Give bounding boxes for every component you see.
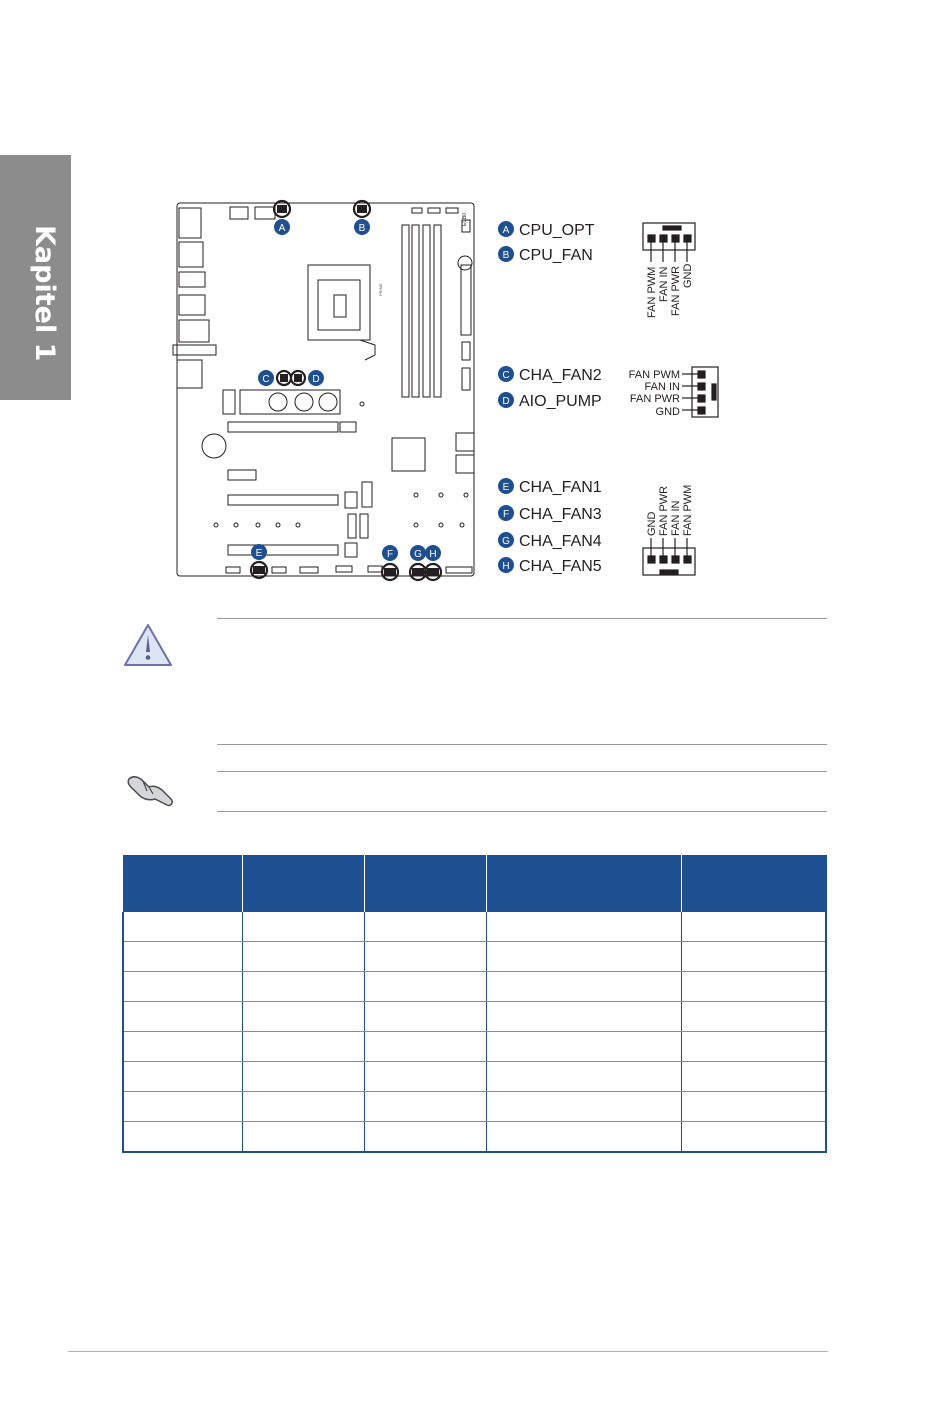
table-cell	[486, 972, 681, 1002]
pinout-cha-bottom	[643, 538, 695, 575]
pin-label-fan-pwm: FAN PWM	[646, 266, 658, 318]
table-cell	[681, 1032, 826, 1062]
table-cell	[364, 972, 486, 1002]
marker-letter: D	[502, 396, 510, 407]
table-cell	[242, 1092, 364, 1122]
note-bottom-rule	[217, 811, 827, 812]
table-cell	[681, 1092, 826, 1122]
table-cell	[242, 942, 364, 972]
board-marking: ECB0	[462, 212, 468, 226]
pin-label-fan-pwr: FAN PWR	[670, 265, 682, 316]
pin-label-fan-pwm: FAN PWM	[628, 369, 680, 381]
marker-letter: B	[358, 223, 366, 234]
motherboard-layout	[173, 203, 474, 576]
table-cell	[681, 1062, 826, 1092]
caution-bottom-rule	[217, 744, 827, 745]
table-header-cell	[486, 855, 681, 912]
table-cell	[364, 912, 486, 942]
table-header-row	[123, 855, 826, 912]
fan-header-table	[122, 855, 827, 1153]
table-cell	[486, 1002, 681, 1032]
pin-label-fan-pwm: FAN PWM	[682, 484, 694, 536]
table-cell	[364, 942, 486, 972]
table-cell	[486, 1092, 681, 1122]
table-cell	[123, 1092, 242, 1122]
table-header-cell	[123, 855, 242, 912]
fan-header-diagram	[0, 0, 950, 620]
legend-header-name: CHA_FAN2	[519, 367, 602, 384]
table-row	[123, 942, 826, 972]
marker-letter: C	[502, 370, 510, 381]
table-cell	[123, 942, 242, 972]
pinout-cha-side	[682, 367, 718, 417]
table-header-cell	[681, 855, 826, 912]
marker-letter: D	[312, 374, 320, 385]
pin-label-fan-in: FAN IN	[658, 266, 670, 302]
table-cell	[123, 1062, 242, 1092]
legend-header-name: CHA_FAN5	[519, 558, 602, 575]
fan-header-legend	[498, 221, 602, 575]
marker-letter: E	[502, 482, 510, 493]
marker-letter: A	[502, 225, 510, 236]
table-cell	[123, 1002, 242, 1032]
table-cell	[486, 1062, 681, 1092]
table-header-cell	[242, 855, 364, 912]
caution-top-rule	[217, 618, 827, 619]
table-cell	[364, 1092, 486, 1122]
table-cell	[486, 942, 681, 972]
marker-letter: C	[262, 374, 270, 385]
legend-header-name: CHA_FAN1	[519, 479, 602, 496]
svg-text:PRIME: PRIME	[378, 283, 383, 296]
caution-triangle-icon	[122, 622, 174, 668]
table-cell	[681, 1122, 826, 1153]
table-cell	[242, 1122, 364, 1153]
table-row	[123, 972, 826, 1002]
pin-label-gnd: GND	[646, 511, 658, 536]
table-header-cell	[364, 855, 486, 912]
table-cell	[123, 912, 242, 942]
table-cell	[364, 1062, 486, 1092]
table-cell	[123, 972, 242, 1002]
table-row	[123, 1002, 826, 1032]
table-row	[123, 1032, 826, 1062]
table-row	[123, 1122, 826, 1153]
table-cell	[242, 1062, 364, 1092]
legend-header-name: CPU_OPT	[519, 222, 595, 239]
table-row	[123, 1092, 826, 1122]
table-cell	[123, 1032, 242, 1062]
marker-letter: G	[414, 549, 422, 560]
table-cell	[123, 1122, 242, 1153]
table-cell	[681, 972, 826, 1002]
table-cell	[681, 1002, 826, 1032]
table-row	[123, 1062, 826, 1092]
marker-letter: F	[386, 549, 394, 560]
marker-letter: E	[255, 548, 263, 559]
pin-label-fan-pwr: FAN PWR	[629, 393, 680, 405]
pin-label-gnd: GND	[682, 263, 694, 288]
table-cell	[364, 1122, 486, 1153]
marker-letter: H	[429, 549, 437, 560]
table-cell	[486, 912, 681, 942]
legend-header-name: AIO_PUMP	[519, 393, 602, 410]
marker-letter: B	[502, 250, 510, 261]
marker-letter: F	[502, 509, 510, 520]
table-cell	[242, 912, 364, 942]
marker-letter: A	[278, 223, 286, 234]
footer-rule	[68, 1351, 828, 1352]
pinout-cpu	[643, 223, 695, 262]
legend-header-name: CPU_FAN	[519, 247, 593, 264]
pointing-hand-icon	[125, 767, 177, 809]
table-cell	[486, 1032, 681, 1062]
table-cell	[364, 1002, 486, 1032]
pin-label-fan-in: FAN IN	[670, 500, 682, 536]
table-cell	[242, 972, 364, 1002]
chapter-tab-label: Kapitel 1	[29, 225, 60, 362]
table-row	[123, 912, 826, 942]
legend-header-name: CHA_FAN3	[519, 506, 602, 523]
pin-label-fan-in: FAN IN	[644, 381, 680, 393]
pin-label-gnd: GND	[655, 406, 680, 418]
table-cell	[242, 1032, 364, 1062]
marker-letter: H	[502, 561, 510, 572]
table-cell	[364, 1032, 486, 1062]
table-cell	[681, 912, 826, 942]
marker-letter: G	[502, 536, 510, 547]
table-cell	[486, 1122, 681, 1153]
pin-label-fan-pwr: FAN PWR	[658, 485, 670, 536]
table-cell	[242, 1002, 364, 1032]
legend-header-name: CHA_FAN4	[519, 533, 602, 550]
table-cell	[681, 942, 826, 972]
note-top-rule	[217, 771, 827, 772]
